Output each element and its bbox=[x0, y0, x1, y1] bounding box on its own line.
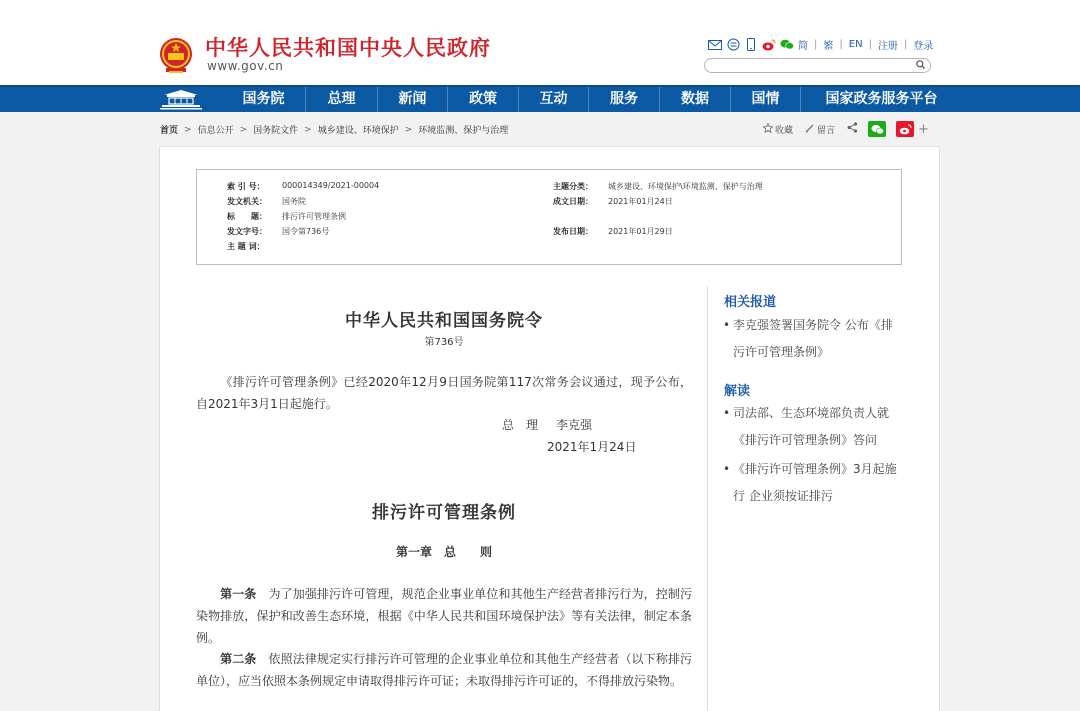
interpretation-link[interactable] bbox=[723, 400, 908, 454]
weibo-icon[interactable] bbox=[762, 38, 776, 51]
link-text[interactable]: 污许可管理条例》 bbox=[733, 345, 830, 359]
link-text[interactable]: 《排污许可管理条例》3月起施 bbox=[733, 462, 897, 476]
article-title: 中华人民共和国国务院令 bbox=[345, 311, 543, 331]
interpretation-link[interactable] bbox=[723, 456, 908, 510]
nav-state-council[interactable]: 国务院 bbox=[242, 91, 285, 107]
meta-label: 发文字号： bbox=[227, 227, 267, 236]
meta-issuer bbox=[227, 196, 306, 207]
mobile-icon[interactable] bbox=[744, 38, 758, 51]
site-url-dot: . bbox=[263, 59, 269, 73]
login-link[interactable]: 登录 bbox=[913, 41, 934, 52]
register-link[interactable]: 注册 bbox=[877, 41, 898, 52]
related-reports-heading: 相关报道 bbox=[724, 295, 777, 310]
lang-english-link[interactable]: EN bbox=[848, 39, 863, 50]
meta-label: 主 题 词： bbox=[227, 242, 265, 251]
comment-button[interactable]: 留言 bbox=[817, 125, 836, 136]
interpretation-heading: 解读 bbox=[724, 384, 751, 399]
article-1-label: 第一条 bbox=[220, 587, 257, 601]
intro-paragraph bbox=[196, 371, 692, 415]
site-url-www: www bbox=[207, 59, 237, 73]
intro-text: 《排污许可管理条例》已经2020年12月9日国务院第117次常务会议通过，现予公布，自2021年3月1日起施行。 bbox=[196, 375, 692, 411]
article-1-text: 为了加强排污许可管理，规范企业事业单位和其他生产经营者排污行为，控制污染物排放，保护和改善生态环境，根据《中华人民共和国环境保护法》等有关法律，制定本条例。 bbox=[196, 587, 692, 645]
link-text[interactable]: 李克强签署国务院令 公布《排 bbox=[733, 318, 893, 332]
nav-policy[interactable]: 政策 bbox=[447, 87, 518, 112]
nav-services[interactable]: 服务 bbox=[588, 87, 659, 112]
search-input[interactable] bbox=[704, 58, 931, 73]
nav-premier[interactable]: 总理 bbox=[305, 87, 377, 112]
meta-label: 索 引 号： bbox=[227, 182, 265, 191]
nav-data[interactable]: 数据 bbox=[659, 87, 730, 112]
order-number: 第736号 bbox=[424, 337, 464, 348]
meta-label: 成文日期： bbox=[553, 197, 593, 206]
meta-label: 标 题： bbox=[227, 212, 267, 221]
bullet: • bbox=[723, 462, 731, 476]
breadcrumb-separator: > bbox=[304, 124, 312, 135]
favorite-button[interactable]: 收藏 bbox=[775, 125, 794, 136]
meta-published-date bbox=[553, 226, 673, 237]
meta-index-number bbox=[227, 181, 379, 192]
nav-news[interactable]: 新闻 bbox=[377, 87, 447, 112]
meta-value: 2021年01月24日 bbox=[608, 197, 673, 206]
sidebar-divider bbox=[707, 286, 708, 711]
nav-interaction[interactable]: 互动 bbox=[518, 87, 588, 112]
lang-simplified-link[interactable]: 简 bbox=[798, 41, 808, 52]
main-nav bbox=[0, 85, 1080, 112]
meta-value: 排污许可管理条例 bbox=[282, 212, 346, 221]
breadcrumb-state-council-docs[interactable]: 国务院文件 bbox=[253, 126, 299, 136]
nav-national-info[interactable]: 国情 bbox=[730, 87, 800, 112]
link-text[interactable]: 《排污许可管理条例》答问 bbox=[733, 433, 878, 447]
meta-value: 国令第736号 bbox=[282, 227, 330, 236]
article-1 bbox=[196, 583, 692, 649]
breadcrumb-home[interactable]: 首页 bbox=[160, 126, 179, 136]
meta-value: 国务院 bbox=[282, 197, 306, 206]
breadcrumb-separator: > bbox=[184, 124, 192, 135]
site-title[interactable]: 中华人民共和国中央人民政府 bbox=[205, 35, 491, 60]
breadcrumb-info-disclosure[interactable]: 信息公开 bbox=[197, 126, 234, 136]
breadcrumb-urban-environment[interactable]: 城乡建设、环境保护 bbox=[317, 126, 399, 136]
site-url-gov: gov bbox=[241, 59, 264, 73]
link-text[interactable]: 司法部、生态环境部负责人就 bbox=[733, 406, 890, 420]
email-icon[interactable] bbox=[708, 38, 722, 51]
related-report-link[interactable] bbox=[723, 312, 908, 366]
site-url-dot: . bbox=[236, 59, 242, 73]
link-text[interactable]: 行 企业须按证排污 bbox=[733, 489, 833, 503]
article-2-label: 第二条 bbox=[220, 652, 257, 666]
meta-value: 城乡建设、环境保护\环境监测、保护与治理 bbox=[608, 182, 763, 191]
pen-icon[interactable] bbox=[805, 123, 815, 136]
signature-date: 2021年1月24日 bbox=[547, 440, 637, 454]
breadcrumb-separator: > bbox=[239, 124, 248, 135]
meta-category bbox=[553, 181, 763, 192]
separator: | bbox=[814, 39, 818, 50]
meta-created-date bbox=[553, 196, 673, 207]
separator: | bbox=[903, 39, 908, 50]
bullet: • bbox=[723, 406, 731, 420]
lang-traditional-link[interactable]: 繁 bbox=[823, 41, 834, 52]
bullet: • bbox=[723, 318, 731, 332]
site-header bbox=[0, 0, 1080, 85]
meta-label: 主题分类： bbox=[553, 182, 593, 191]
article-2 bbox=[196, 648, 692, 692]
regulation-title: 排污许可管理条例 bbox=[372, 503, 516, 523]
meta-label: 发文机关： bbox=[227, 197, 267, 206]
meta-doc-number bbox=[227, 226, 329, 237]
separator: | bbox=[839, 39, 843, 50]
signature-name: 李克强 bbox=[556, 418, 593, 432]
home-gate-icon[interactable] bbox=[158, 88, 204, 111]
national-emblem-icon[interactable] bbox=[158, 36, 194, 74]
meta-title bbox=[227, 211, 346, 222]
meta-value: 000014349/2021-00004 bbox=[282, 181, 380, 190]
article-2-text: 依照法律规定实行排污许可管理的企业事业单位和其他生产经营者（以下称排污单位），应当依照本条例规定申请取得排污许可证；未取得排污许可证的，不得排放污染物。 bbox=[196, 652, 692, 688]
search-icon[interactable] bbox=[916, 60, 925, 72]
chapter-heading: 第一章 总 则 bbox=[395, 545, 492, 559]
site-url[interactable] bbox=[207, 59, 283, 73]
meta-keywords bbox=[227, 241, 282, 252]
share-bar bbox=[763, 121, 929, 137]
wechat-icon[interactable] bbox=[780, 38, 794, 51]
meta-label: 发布日期： bbox=[553, 227, 593, 236]
weibo-share-icon[interactable] bbox=[896, 121, 914, 137]
share-icon[interactable] bbox=[847, 122, 858, 136]
header-toolbar bbox=[708, 37, 933, 52]
message-icon[interactable] bbox=[726, 38, 740, 51]
breadcrumb-env-monitoring[interactable]: 环境监测、保护与治理 bbox=[418, 126, 509, 136]
nav-gov-service-platform[interactable]: 国家政务服务平台 bbox=[800, 87, 962, 112]
wechat-share-icon[interactable] bbox=[868, 121, 886, 137]
more-share-button[interactable]: + bbox=[918, 121, 929, 137]
signature bbox=[502, 416, 592, 433]
breadcrumb bbox=[160, 123, 508, 136]
breadcrumb-separator: > bbox=[404, 124, 413, 135]
meta-value: 2021年01月29日 bbox=[608, 227, 673, 236]
separator: | bbox=[868, 39, 872, 50]
site-url-cn: cn bbox=[268, 59, 284, 73]
star-icon[interactable] bbox=[763, 123, 773, 136]
signature-role: 总 理 bbox=[502, 418, 539, 432]
